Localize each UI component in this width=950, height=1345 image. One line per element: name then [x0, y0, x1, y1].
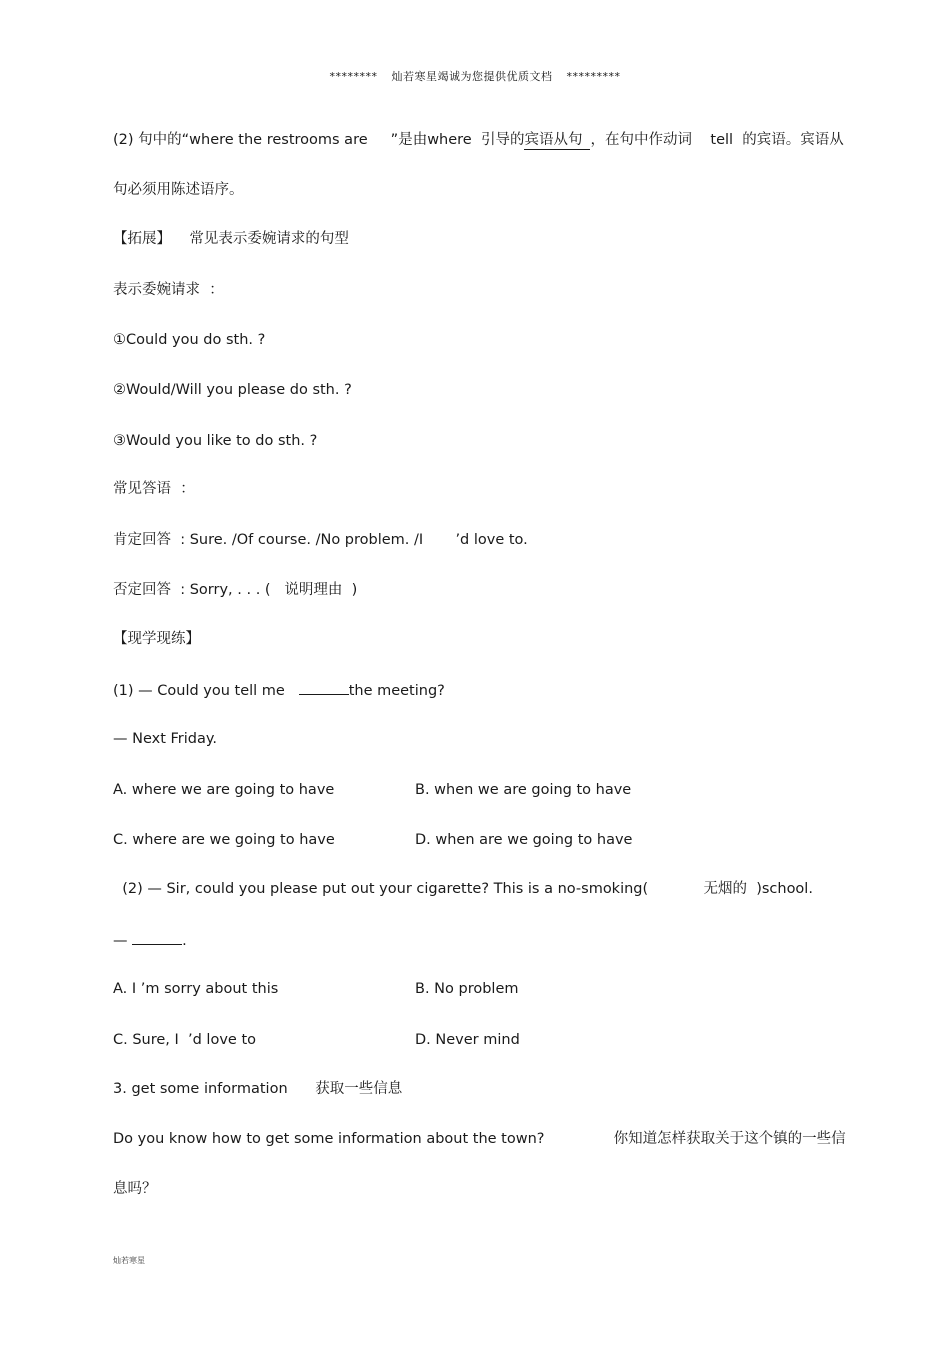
header-stars-left: ******** — [329, 70, 378, 83]
question-1-part-b: the meeting? — [348, 683, 445, 699]
example-sentence: Do you know how to get some information about the town? 你知道怎样获取关于这个镇的一些信 — [113, 1131, 846, 1147]
page-header — [0, 68, 950, 84]
section-heading-practice: 【现学现练】 — [113, 631, 200, 647]
question-2: (2) — Sir, could you please put out your cigarette? This is a no-smoking( 无烟的 )school. — [113, 881, 813, 897]
q1-option-b: B. when we are going to have — [415, 782, 632, 798]
text-line-1 — [113, 130, 844, 150]
q1-option-c: C. where are we going to have — [113, 832, 335, 848]
underlined-term: 宾语从句 — [524, 131, 590, 150]
answer-blank — [132, 930, 182, 945]
phrase-heading: 3. get some information 获取一些信息 — [113, 1081, 403, 1097]
text-line-8: 常见答语 ： — [113, 481, 195, 497]
q1-option-d: D. when are we going to have — [415, 832, 633, 848]
pattern-item-1: ①Could you do sth. ? — [113, 332, 266, 348]
line-1-part-a: (2) 句中的“where the restrooms are ”是由where 引导的 — [113, 132, 525, 148]
negative-answer: 否定回答 : Sorry, . . . ( 说明理由 ) — [113, 582, 358, 598]
answer-blank — [299, 680, 349, 695]
question-1 — [113, 680, 445, 701]
section-heading-expand: 【拓展】 常见表示委婉请求的句型 — [113, 231, 349, 247]
question-1-part-a: (1) — Could you tell me — [113, 683, 299, 699]
line-1-part-c: ，在句中作动词 tell 的宾语。宾语从 — [590, 132, 844, 148]
q2-option-b: B. No problem — [415, 981, 519, 997]
q1-option-a: A. where we are going to have — [113, 782, 335, 798]
q2-option-c: C. Sure, I ’d love to — [113, 1032, 257, 1048]
header-stars-right: ********* — [566, 70, 621, 83]
q2-option-a: A. I ’m sorry about this — [113, 981, 279, 997]
pattern-item-3: ③Would you like to do sth. ? — [113, 433, 318, 449]
text-line-4: 表示委婉请求 ： — [113, 282, 224, 298]
q2-option-d: D. Never mind — [415, 1032, 520, 1048]
header-text: 灿若寒星竭诚为您提供优质文档 — [391, 70, 553, 83]
positive-answer: 肯定回答 : Sure. /Of course. /No problem. /I ’d love to. — [113, 532, 528, 548]
response-dash: — — [113, 933, 133, 949]
pattern-item-2: ②Would/Will you please do sth. ? — [113, 382, 352, 398]
example-sentence-cont: 息吗？ — [113, 1181, 157, 1197]
response-period: . — [182, 933, 187, 949]
question-2-response — [113, 930, 187, 951]
page-footer: 灿若寒星 — [113, 1256, 145, 1265]
text-line-2: 句必须用陈述语序。 — [113, 182, 244, 198]
question-1-response: — Next Friday. — [113, 731, 217, 747]
